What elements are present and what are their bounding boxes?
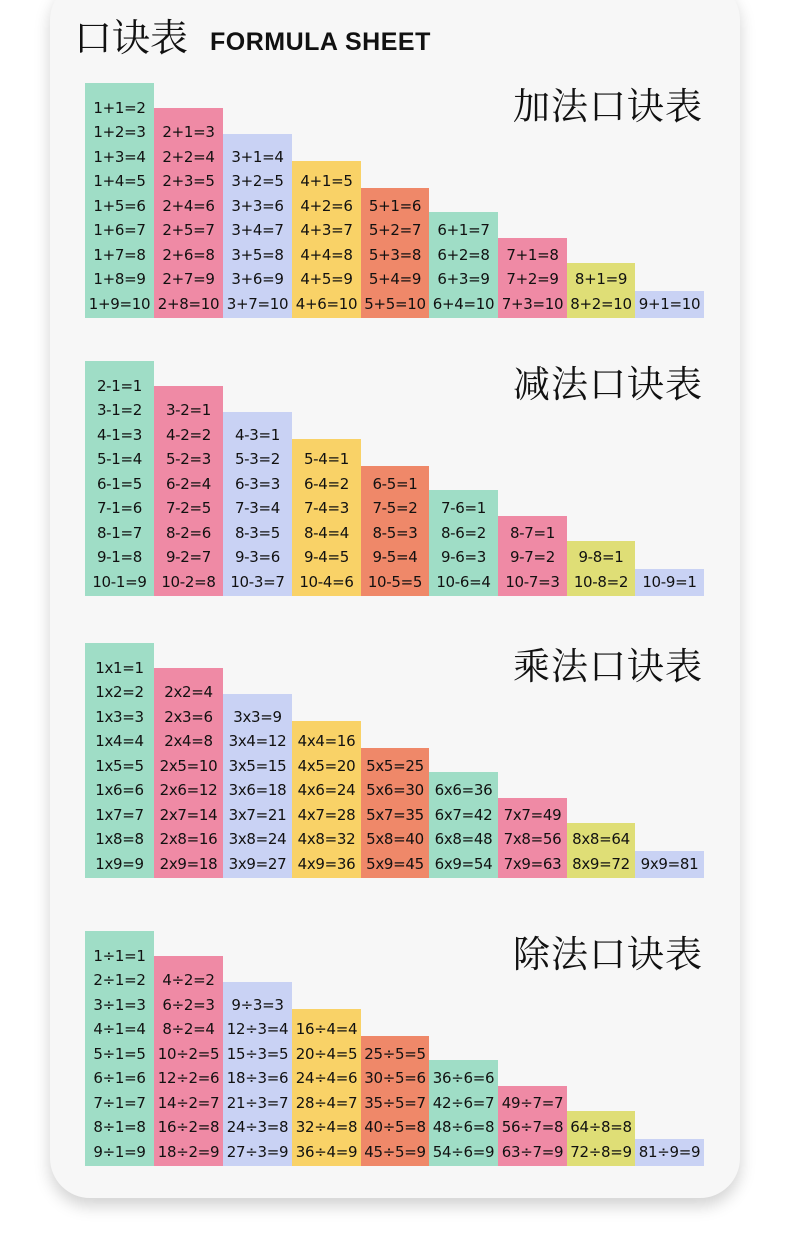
formula-column [361,748,429,878]
formula-cell: 1x3=3 [95,707,144,726]
formula-column [567,541,635,596]
formula-cell: 18÷2=9 [157,1142,220,1161]
formula-cell: 4-1=3 [96,425,143,444]
formula-cell: 9x9=81 [640,854,699,873]
formula-column [498,238,567,318]
formula-cell: 5-1=4 [96,450,143,468]
formula-cell: 5x6=30 [366,781,424,799]
formula-cell: 5x9=45 [366,854,424,873]
formula-cell: 9-7=2 [509,548,556,566]
formula-cell: 8÷2=4 [162,1020,215,1038]
formula-cell: 4+5=9 [300,270,353,288]
formula-cell: 10-4=6 [299,572,354,591]
multiplication-title: 乘法口诀表 [513,645,703,688]
formula-column [361,466,429,596]
formula-cell: 8+2=10 [570,294,632,313]
formula-column [429,490,498,596]
formula-cell: 4+4=8 [300,245,353,264]
formula-cell: 2÷1=2 [93,971,146,989]
formula-cell: 3-2=1 [165,401,212,419]
formula-cell: 8-7=1 [509,523,556,542]
formula-cell: 24÷4=6 [295,1069,358,1087]
division-table [85,926,705,1166]
formula-cell: 7-4=3 [303,499,350,517]
formula-cell: 4+3=7 [300,221,353,239]
formula-cell: 2x8=16 [159,830,218,848]
formula-cell: 5x5=25 [366,756,424,775]
formula-cell: 4x4=16 [297,732,356,750]
formula-cell: 8-2=6 [165,523,212,542]
formula-cell: 2+1=3 [162,123,215,141]
formula-cell: 3+2=5 [231,172,284,190]
formula-cell: 1÷1=1 [93,946,146,965]
formula-cell: 14÷2=7 [157,1093,220,1112]
multiplication-table [85,638,705,878]
formula-cell: 21÷3=7 [226,1093,289,1112]
formula-cell: 3+4=7 [231,221,284,239]
formula-cell: 3+5=8 [231,245,284,264]
formula-cell: 3x5=15 [228,756,287,775]
formula-cell: 6+3=9 [437,270,490,288]
formula-cell: 12÷3=4 [226,1020,289,1038]
formula-column [498,516,567,596]
formula-cell: 6-3=3 [234,474,281,493]
formula-cell: 2x2=4 [164,683,213,701]
formula-cell: 2x6=12 [159,781,218,799]
page-title: 口诀表 [74,16,189,60]
formula-cell: 3-1=2 [96,401,143,419]
formula-cell: 1x1=1 [95,658,144,677]
formula-cell: 2+3=5 [162,172,215,190]
formula-cell: 20÷4=5 [295,1044,358,1063]
formula-cell: 8-3=5 [234,523,281,542]
formula-column [85,643,154,878]
formula-cell: 5+4=9 [368,270,422,288]
formula-cell: 2x3=6 [164,707,213,726]
formula-cell: 5-2=3 [165,450,212,468]
formula-cell: 2+8=10 [157,294,220,313]
formula-cell: 27÷3=9 [226,1142,289,1161]
formula-cell: 25÷5=5 [364,1044,426,1063]
formula-cell: 72÷8=9 [570,1142,632,1161]
formula-cell: 9-8=1 [578,548,624,566]
subtraction-title: 减法口诀表 [513,363,703,406]
formula-cell: 10-6=4 [436,572,491,591]
formula-cell: 7-6=1 [440,499,487,517]
formula-cell: 1+3=4 [93,147,146,166]
formula-cell: 54÷6=9 [432,1142,495,1161]
formula-cell: 35÷5=7 [364,1093,426,1112]
formula-cell: 4x6=24 [297,781,356,799]
formula-cell: 2+2=4 [162,147,215,166]
formula-cell: 28÷4=7 [295,1093,358,1112]
formula-column [154,386,223,596]
subtraction-table [85,356,705,596]
formula-cell: 4x8=32 [297,830,356,848]
formula-cell: 3+7=10 [226,294,289,313]
formula-column [223,982,292,1166]
formula-cell: 3x9=27 [228,854,287,873]
formula-cell: 4÷2=2 [162,971,215,989]
formula-cell: 12÷2=6 [157,1069,220,1087]
formula-cell: 1+5=6 [93,196,146,215]
formula-cell: 9÷1=9 [93,1142,146,1161]
formula-cell: 1x8=8 [95,830,144,848]
formula-cell: 4-2=2 [165,425,212,444]
formula-cell: 40÷5=8 [364,1118,426,1136]
formula-cell: 81÷9=9 [638,1142,701,1161]
formula-cell: 2x7=14 [159,805,218,824]
formula-column [292,439,361,596]
formula-column [635,291,704,318]
formula-column [635,569,704,596]
formula-cell: 1+8=9 [93,270,146,288]
formula-column [429,772,498,878]
formula-cell: 8x8=64 [572,830,630,848]
formula-cell: 18÷3=6 [226,1069,289,1087]
formula-cell: 6-2=4 [165,474,212,493]
formula-cell: 7x8=56 [503,830,562,848]
formula-cell: 6+2=8 [437,245,490,264]
formula-cell: 63÷7=9 [501,1142,564,1161]
formula-column [567,1111,635,1166]
formula-cell: 8+1=9 [574,270,628,288]
formula-cell: 8-6=2 [440,523,487,542]
formula-cell: 64÷8=8 [570,1118,632,1136]
formula-cell: 6-1=5 [96,474,143,493]
formula-cell: 5+2=7 [368,221,422,239]
formula-cell: 9÷3=3 [231,995,284,1014]
formula-cell: 5x8=40 [366,830,424,848]
formula-cell: 36÷4=9 [295,1142,358,1161]
formula-cell: 7+1=8 [506,245,559,264]
formula-cell: 10-8=2 [573,572,629,591]
formula-cell: 10-1=9 [92,572,147,591]
formula-column [85,361,154,596]
formula-cell: 48÷6=8 [432,1118,495,1136]
formula-cell: 1x2=2 [95,683,144,701]
formula-cell: 3x8=24 [228,830,287,848]
formula-cell: 2+5=7 [162,221,215,239]
formula-cell: 1+1=2 [93,98,146,117]
formula-cell: 7x9=63 [503,854,562,873]
formula-cell: 1x4=4 [95,732,144,750]
formula-cell: 9-6=3 [440,548,487,566]
formula-cell: 56÷7=8 [501,1118,564,1136]
formula-cell: 6÷1=6 [93,1069,146,1087]
formula-cell: 16÷2=8 [157,1118,220,1136]
formula-cell: 4+2=6 [300,196,353,215]
formula-cell: 1+6=7 [93,221,146,239]
formula-cell: 4x9=36 [297,854,356,873]
formula-cell: 49÷7=7 [501,1093,564,1112]
formula-cell: 3+6=9 [231,270,284,288]
formula-cell: 10-9=1 [642,572,697,591]
formula-cell: 10÷2=5 [157,1044,220,1063]
formula-cell: 9-1=8 [96,548,143,566]
formula-cell: 1x6=6 [95,781,144,799]
formula-cell: 6-5=1 [372,474,418,493]
formula-cell: 4+6=10 [295,294,358,313]
formula-column [292,721,361,878]
formula-cell: 9-3=6 [234,548,281,566]
formula-cell: 6x7=42 [434,805,493,824]
formula-cell: 4+1=5 [300,172,353,190]
formula-cell: 6+1=7 [437,221,490,239]
formula-cell: 1+4=5 [93,172,146,190]
formula-column [361,188,429,318]
formula-cell: 15÷3=5 [226,1044,289,1063]
formula-cell: 3x3=9 [233,707,282,726]
formula-cell: 6+4=10 [432,294,495,313]
formula-cell: 30÷5=6 [364,1069,426,1087]
formula-column [85,931,154,1166]
formula-column [223,134,292,318]
formula-cell: 5x7=35 [366,805,424,824]
formula-cell: 3x4=12 [228,732,287,750]
formula-cell: 4-3=1 [234,425,281,444]
formula-cell: 7+2=9 [506,270,559,288]
formula-cell: 8÷1=8 [93,1118,146,1136]
formula-cell: 3+1=4 [231,147,284,166]
formula-cell: 7-3=4 [234,499,281,517]
formula-cell: 1+2=3 [93,123,146,141]
formula-cell: 10-3=7 [230,572,285,591]
formula-column [292,1009,361,1166]
formula-column [567,823,635,878]
formula-cell: 1+9=10 [88,294,151,313]
formula-cell: 7-1=6 [96,499,143,517]
formula-column [223,694,292,878]
formula-cell: 8x9=72 [572,854,630,873]
formula-cell: 3+3=6 [231,196,284,215]
formula-cell: 5+3=8 [368,245,422,264]
formula-column [429,212,498,318]
formula-cell: 10-7=3 [505,572,560,591]
formula-cell: 42÷6=7 [432,1093,495,1112]
formula-cell: 36÷6=6 [432,1069,495,1087]
formula-column [429,1060,498,1166]
formula-column [85,83,154,318]
formula-cell: 8-4=4 [303,523,350,542]
formula-cell: 4x7=28 [297,805,356,824]
formula-cell: 10-5=5 [367,572,423,591]
formula-column [635,851,704,878]
formula-cell: 1x5=5 [95,756,144,775]
formula-cell: 5-3=2 [234,450,281,468]
formula-cell: 24÷3=8 [226,1118,289,1136]
formula-cell: 2x5=10 [159,756,218,775]
division-title: 除法口诀表 [513,933,703,976]
formula-cell: 6x9=54 [434,854,493,873]
formula-cell: 7x7=49 [503,805,562,824]
formula-cell: 2x9=18 [159,854,218,873]
formula-cell: 10-2=8 [161,572,216,591]
page-subtitle: FORMULA SHEET [210,28,431,56]
formula-column [635,1139,704,1166]
formula-cell: 7+3=10 [501,294,564,313]
formula-cell: 6x8=48 [434,830,493,848]
formula-cell: 9-5=4 [372,548,418,566]
formula-cell: 7÷1=7 [93,1093,146,1112]
formula-cell: 16÷4=4 [295,1020,358,1038]
formula-column [361,1036,429,1166]
formula-cell: 5+5=10 [364,294,426,313]
formula-column [498,1086,567,1166]
formula-cell: 1x9=9 [95,854,144,873]
formula-column [567,263,635,318]
formula-cell: 1x7=7 [95,805,144,824]
formula-column [498,798,567,878]
formula-cell: 9-4=5 [303,548,350,566]
addition-title: 加法口诀表 [513,85,703,128]
formula-cell: 1+7=8 [93,245,146,264]
formula-column [223,412,292,596]
formula-column [154,108,223,318]
formula-cell: 5+1=6 [368,196,422,215]
formula-cell: 4÷1=4 [93,1020,146,1038]
formula-cell: 5-4=1 [303,450,350,468]
formula-cell: 9+1=10 [638,294,701,313]
formula-cell: 3x6=18 [228,781,287,799]
formula-cell: 2+7=9 [162,270,215,288]
formula-cell: 3÷1=3 [93,995,146,1014]
formula-column [154,668,223,878]
formula-cell: 2+4=6 [162,196,215,215]
formula-cell: 5÷1=5 [93,1044,146,1063]
formula-cell: 45÷5=9 [364,1142,426,1161]
formula-cell: 8-1=7 [96,523,143,542]
formula-cell: 3x7=21 [228,805,287,824]
formula-cell: 7-2=5 [165,499,212,517]
formula-cell: 6x6=36 [434,781,493,799]
page-header [74,10,431,60]
formula-cell: 6÷2=3 [162,995,215,1014]
formula-cell: 2+6=8 [162,245,215,264]
formula-cell: 2x4=8 [164,732,213,750]
formula-cell: 8-5=3 [372,523,418,542]
formula-cell: 4x5=20 [297,756,356,775]
formula-cell: 6-4=2 [303,474,350,493]
formula-cell: 9-2=7 [165,548,212,566]
formula-column [292,161,361,318]
formula-cell: 2-1=1 [96,376,143,395]
formula-cell: 32÷4=8 [295,1118,358,1136]
addition-table [85,78,705,318]
formula-column [154,956,223,1166]
formula-cell: 7-5=2 [372,499,418,517]
